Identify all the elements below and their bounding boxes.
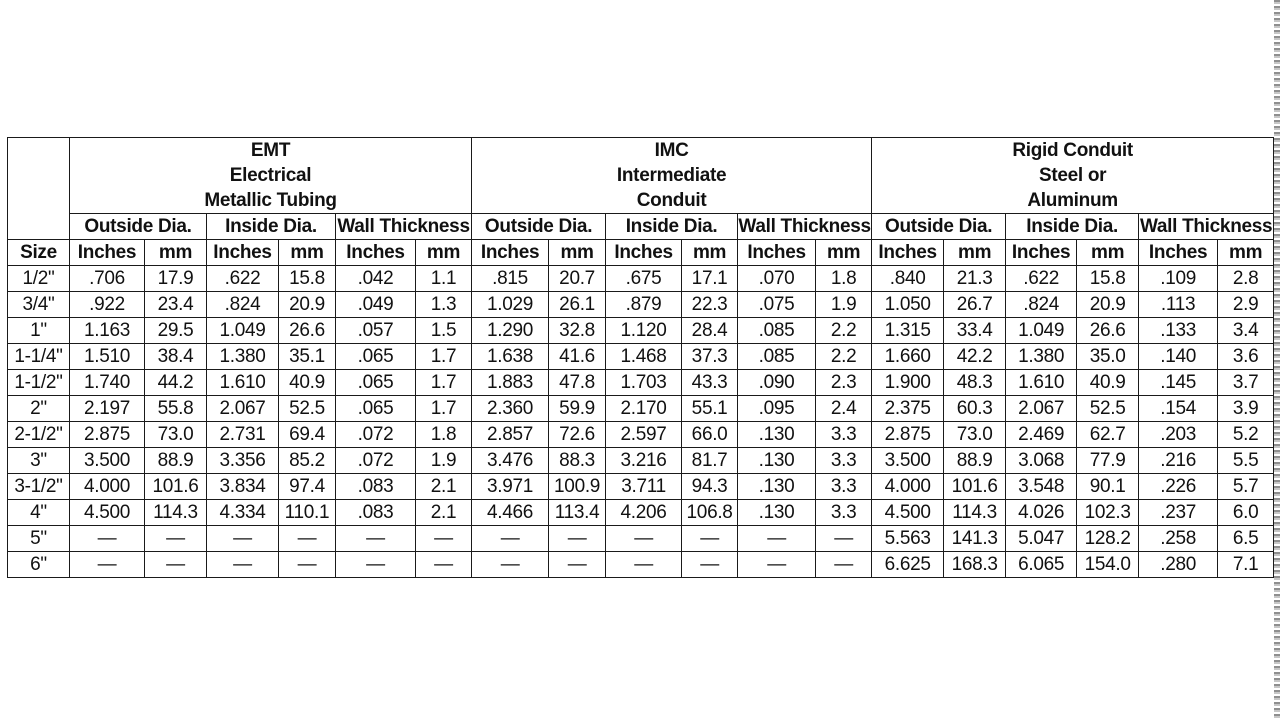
value-cell: .879 [606, 292, 682, 318]
value-cell: 15.8 [279, 266, 336, 292]
value-cell: 1.610 [1006, 370, 1077, 396]
value-cell: 77.9 [1077, 448, 1139, 474]
value-cell: 1.380 [207, 344, 279, 370]
value-cell: 1.9 [416, 448, 472, 474]
table-row [8, 266, 1274, 292]
value-cell: .226 [1139, 474, 1218, 500]
value-cell: .824 [1006, 292, 1077, 318]
size-cell: 1" [8, 318, 70, 344]
subheader-cell: Inside Dia. [606, 214, 738, 240]
value-cell: 6.0 [1218, 500, 1274, 526]
value-cell: 1.049 [207, 318, 279, 344]
subheader-cell: Inside Dia. [1006, 214, 1139, 240]
value-cell: 1.3 [416, 292, 472, 318]
size-cell: 6" [8, 552, 70, 578]
value-cell: 1.380 [1006, 344, 1077, 370]
group-line: IMC [654, 140, 689, 161]
group-line: Aluminum [1027, 190, 1118, 211]
value-cell: 28.4 [682, 318, 738, 344]
value-cell: 1.8 [416, 422, 472, 448]
value-cell: 141.3 [944, 526, 1006, 552]
value-cell: 85.2 [279, 448, 336, 474]
value-cell: 2.731 [207, 422, 279, 448]
value-cell: 3.3 [816, 422, 872, 448]
value-cell: 15.8 [1077, 266, 1139, 292]
value-cell: 40.9 [279, 370, 336, 396]
value-cell: 23.4 [145, 292, 207, 318]
value-cell: .095 [738, 396, 816, 422]
value-cell: .109 [1139, 266, 1218, 292]
value-cell: .675 [606, 266, 682, 292]
value-cell: 2.857 [472, 422, 549, 448]
value-cell: 3.7 [1218, 370, 1274, 396]
value-cell: .070 [738, 266, 816, 292]
unit-inches-header: Inches [606, 240, 682, 266]
value-cell: 22.3 [682, 292, 738, 318]
value-cell: — [416, 526, 472, 552]
value-cell: — [70, 526, 145, 552]
value-cell: .130 [738, 500, 816, 526]
value-cell: 55.8 [145, 396, 207, 422]
value-cell: 5.563 [872, 526, 944, 552]
value-cell: 20.9 [279, 292, 336, 318]
value-cell: 3.216 [606, 448, 682, 474]
table-row [8, 526, 1274, 552]
group-header-row [8, 138, 1274, 214]
value-cell: 3.548 [1006, 474, 1077, 500]
value-cell: 52.5 [279, 396, 336, 422]
subheader-cell: Outside Dia. [472, 214, 606, 240]
value-cell: .133 [1139, 318, 1218, 344]
value-cell: 1.610 [207, 370, 279, 396]
value-cell: 1.7 [416, 370, 472, 396]
group-line: Conduit [636, 190, 707, 211]
value-cell: 26.6 [1077, 318, 1139, 344]
value-cell: 1.900 [872, 370, 944, 396]
value-cell: 20.9 [1077, 292, 1139, 318]
group-line: Intermediate [616, 165, 727, 186]
unit-inches-header: Inches [738, 240, 816, 266]
value-cell: 20.7 [549, 266, 606, 292]
value-cell: 3.971 [472, 474, 549, 500]
value-cell: 114.3 [145, 500, 207, 526]
value-cell: 3.500 [872, 448, 944, 474]
value-cell: .706 [70, 266, 145, 292]
conduit-dimensions-table [7, 137, 1274, 578]
value-cell: .280 [1139, 552, 1218, 578]
size-cell: 5" [8, 526, 70, 552]
value-cell: 3.834 [207, 474, 279, 500]
value-cell: 2.3 [816, 370, 872, 396]
value-cell: 3.476 [472, 448, 549, 474]
value-cell: 4.026 [1006, 500, 1077, 526]
unit-inches-header: Inches [70, 240, 145, 266]
value-cell: 110.1 [279, 500, 336, 526]
value-cell: 2.4 [816, 396, 872, 422]
unit-inches-header: Inches [207, 240, 279, 266]
value-cell: — [207, 526, 279, 552]
value-cell: 106.8 [682, 500, 738, 526]
value-cell: 1.120 [606, 318, 682, 344]
value-cell: .065 [336, 396, 416, 422]
value-cell: .065 [336, 370, 416, 396]
value-cell: 69.4 [279, 422, 336, 448]
subheader-cell: Inside Dia. [207, 214, 336, 240]
value-cell: — [279, 552, 336, 578]
value-cell: 88.9 [145, 448, 207, 474]
value-cell: 168.3 [944, 552, 1006, 578]
value-cell: .113 [1139, 292, 1218, 318]
value-cell: 4.500 [872, 500, 944, 526]
value-cell: — [738, 526, 816, 552]
value-cell: 88.9 [944, 448, 1006, 474]
value-cell: .258 [1139, 526, 1218, 552]
value-cell: 94.3 [682, 474, 738, 500]
value-cell: 72.6 [549, 422, 606, 448]
unit-mm-header: mm [944, 240, 1006, 266]
unit-mm-header: mm [1077, 240, 1139, 266]
value-cell: 1.638 [472, 344, 549, 370]
value-cell: 81.7 [682, 448, 738, 474]
value-cell: 2.875 [70, 422, 145, 448]
value-cell: 1.703 [606, 370, 682, 396]
value-cell: .237 [1139, 500, 1218, 526]
value-cell: 26.6 [279, 318, 336, 344]
value-cell: .090 [738, 370, 816, 396]
group-header-emt [70, 138, 472, 214]
value-cell: .130 [738, 448, 816, 474]
table-body [8, 266, 1274, 578]
table-row [8, 370, 1274, 396]
value-cell: 43.3 [682, 370, 738, 396]
value-cell: .622 [1006, 266, 1077, 292]
unit-mm-header: mm [549, 240, 606, 266]
group-line: Electrical [229, 165, 312, 186]
value-cell: .824 [207, 292, 279, 318]
value-cell: 42.2 [944, 344, 1006, 370]
group-line: Metallic Tubing [204, 190, 337, 211]
unit-mm-header: mm [279, 240, 336, 266]
subheader-row [8, 214, 1274, 240]
value-cell: 4.500 [70, 500, 145, 526]
value-cell: 4.206 [606, 500, 682, 526]
value-cell: .065 [336, 344, 416, 370]
value-cell: 59.9 [549, 396, 606, 422]
unit-mm-header: mm [416, 240, 472, 266]
table-row [8, 448, 1274, 474]
value-cell: 6.065 [1006, 552, 1077, 578]
value-cell: 3.9 [1218, 396, 1274, 422]
value-cell: 5.7 [1218, 474, 1274, 500]
value-cell: .145 [1139, 370, 1218, 396]
value-cell: .203 [1139, 422, 1218, 448]
value-cell: .049 [336, 292, 416, 318]
value-cell: — [145, 526, 207, 552]
value-cell: 3.3 [816, 474, 872, 500]
value-cell: .083 [336, 500, 416, 526]
value-cell: 7.1 [1218, 552, 1274, 578]
value-cell: 2.067 [207, 396, 279, 422]
value-cell: .922 [70, 292, 145, 318]
value-cell: 2.2 [816, 344, 872, 370]
size-cell: 2-1/2" [8, 422, 70, 448]
table-row [8, 396, 1274, 422]
size-cell: 3-1/2" [8, 474, 70, 500]
value-cell: 2.875 [872, 422, 944, 448]
value-cell: — [549, 552, 606, 578]
value-cell: 1.029 [472, 292, 549, 318]
size-cell: 2" [8, 396, 70, 422]
value-cell: .075 [738, 292, 816, 318]
value-cell: 1.163 [70, 318, 145, 344]
value-cell: 44.2 [145, 370, 207, 396]
value-cell: 66.0 [682, 422, 738, 448]
unit-inches-header: Inches [1139, 240, 1218, 266]
value-cell: 17.1 [682, 266, 738, 292]
value-cell: 2.8 [1218, 266, 1274, 292]
value-cell: 3.500 [70, 448, 145, 474]
value-cell: .154 [1139, 396, 1218, 422]
size-cell: 3/4" [8, 292, 70, 318]
value-cell: 1.315 [872, 318, 944, 344]
subheader-cell: Wall Thickness [1139, 214, 1274, 240]
value-cell: 1.510 [70, 344, 145, 370]
table-row [8, 292, 1274, 318]
subheader-cell: Wall Thickness [738, 214, 872, 240]
value-cell: 2.9 [1218, 292, 1274, 318]
value-cell: 102.3 [1077, 500, 1139, 526]
value-cell: 2.1 [416, 500, 472, 526]
value-cell: 5.5 [1218, 448, 1274, 474]
value-cell: 47.8 [549, 370, 606, 396]
unit-header-row [8, 240, 1274, 266]
table-row [8, 552, 1274, 578]
value-cell: 1.7 [416, 344, 472, 370]
value-cell: 1.1 [416, 266, 472, 292]
unit-mm-header: mm [682, 240, 738, 266]
unit-mm-header: mm [1218, 240, 1274, 266]
value-cell: 73.0 [145, 422, 207, 448]
unit-inches-header: Inches [872, 240, 944, 266]
value-cell: .216 [1139, 448, 1218, 474]
subheader-cell: Wall Thickness [336, 214, 472, 240]
value-cell: 29.5 [145, 318, 207, 344]
value-cell: 60.3 [944, 396, 1006, 422]
value-cell: 37.3 [682, 344, 738, 370]
subheader-cell: Outside Dia. [70, 214, 207, 240]
value-cell: 2.469 [1006, 422, 1077, 448]
value-cell: 5.2 [1218, 422, 1274, 448]
size-cell: 1-1/2" [8, 370, 70, 396]
value-cell: — [279, 526, 336, 552]
value-cell: 1.660 [872, 344, 944, 370]
value-cell: 40.9 [1077, 370, 1139, 396]
value-cell: .057 [336, 318, 416, 344]
value-cell: — [682, 526, 738, 552]
value-cell: 4.000 [872, 474, 944, 500]
value-cell: 2.1 [416, 474, 472, 500]
group-line: Rigid Conduit [1012, 140, 1133, 161]
value-cell: 3.4 [1218, 318, 1274, 344]
unit-inches-header: Inches [472, 240, 549, 266]
table-row [8, 422, 1274, 448]
value-cell: — [816, 552, 872, 578]
value-cell: 73.0 [944, 422, 1006, 448]
value-cell: 1.740 [70, 370, 145, 396]
value-cell: .130 [738, 474, 816, 500]
value-cell: 101.6 [145, 474, 207, 500]
value-cell: .815 [472, 266, 549, 292]
value-cell: .085 [738, 344, 816, 370]
value-cell: — [70, 552, 145, 578]
size-cell: 1-1/4" [8, 344, 70, 370]
unit-inches-header: Inches [1006, 240, 1077, 266]
value-cell: 1.883 [472, 370, 549, 396]
value-cell: .840 [872, 266, 944, 292]
value-cell: 2.360 [472, 396, 549, 422]
value-cell: 3.356 [207, 448, 279, 474]
value-cell: 3.711 [606, 474, 682, 500]
value-cell: 4.466 [472, 500, 549, 526]
value-cell: 1.468 [606, 344, 682, 370]
value-cell: 3.3 [816, 448, 872, 474]
value-cell: 1.290 [472, 318, 549, 344]
value-cell: — [472, 552, 549, 578]
value-cell: 6.625 [872, 552, 944, 578]
value-cell: 3.6 [1218, 344, 1274, 370]
value-cell: 1.7 [416, 396, 472, 422]
value-cell: — [336, 552, 416, 578]
value-cell: — [472, 526, 549, 552]
value-cell: 2.197 [70, 396, 145, 422]
value-cell: 5.047 [1006, 526, 1077, 552]
conduit-dimensions-table-container [7, 137, 1273, 578]
group-line: Steel or [1038, 165, 1107, 186]
value-cell: 1.050 [872, 292, 944, 318]
value-cell: 33.4 [944, 318, 1006, 344]
group-header-imc [472, 138, 872, 214]
value-cell: 128.2 [1077, 526, 1139, 552]
value-cell: .085 [738, 318, 816, 344]
value-cell: 1.049 [1006, 318, 1077, 344]
value-cell: 114.3 [944, 500, 1006, 526]
value-cell: 35.0 [1077, 344, 1139, 370]
corner-cell [8, 138, 70, 240]
value-cell: — [416, 552, 472, 578]
value-cell: 41.6 [549, 344, 606, 370]
value-cell: 21.3 [944, 266, 1006, 292]
unit-mm-header: mm [816, 240, 872, 266]
value-cell: 2.2 [816, 318, 872, 344]
size-header: Size [8, 240, 70, 266]
group-line: EMT [250, 140, 291, 161]
value-cell: 1.8 [816, 266, 872, 292]
value-cell: 113.4 [549, 500, 606, 526]
value-cell: 2.375 [872, 396, 944, 422]
value-cell: 35.1 [279, 344, 336, 370]
table-row [8, 500, 1274, 526]
scan-edge-artifact [1274, 0, 1280, 720]
group-header-rigid [872, 138, 1274, 214]
value-cell: — [606, 552, 682, 578]
value-cell: 1.5 [416, 318, 472, 344]
value-cell: .072 [336, 448, 416, 474]
value-cell: 90.1 [1077, 474, 1139, 500]
value-cell: 2.597 [606, 422, 682, 448]
value-cell: 32.8 [549, 318, 606, 344]
value-cell: 4.334 [207, 500, 279, 526]
value-cell: 2.170 [606, 396, 682, 422]
size-cell: 1/2" [8, 266, 70, 292]
value-cell: 1.9 [816, 292, 872, 318]
value-cell: — [606, 526, 682, 552]
value-cell: 101.6 [944, 474, 1006, 500]
value-cell: 97.4 [279, 474, 336, 500]
value-cell: — [738, 552, 816, 578]
value-cell: — [336, 526, 416, 552]
value-cell: — [816, 526, 872, 552]
table-row [8, 318, 1274, 344]
value-cell: 55.1 [682, 396, 738, 422]
value-cell: 2.067 [1006, 396, 1077, 422]
value-cell: — [549, 526, 606, 552]
value-cell: .130 [738, 422, 816, 448]
table-row [8, 344, 1274, 370]
value-cell: 26.1 [549, 292, 606, 318]
value-cell: 26.7 [944, 292, 1006, 318]
value-cell: 100.9 [549, 474, 606, 500]
size-cell: 3" [8, 448, 70, 474]
value-cell: 48.3 [944, 370, 1006, 396]
value-cell: .072 [336, 422, 416, 448]
unit-mm-header: mm [145, 240, 207, 266]
value-cell: 52.5 [1077, 396, 1139, 422]
value-cell: 3.3 [816, 500, 872, 526]
value-cell: .622 [207, 266, 279, 292]
value-cell: 6.5 [1218, 526, 1274, 552]
value-cell: — [682, 552, 738, 578]
value-cell: 3.068 [1006, 448, 1077, 474]
value-cell: 88.3 [549, 448, 606, 474]
value-cell: — [207, 552, 279, 578]
value-cell: .042 [336, 266, 416, 292]
value-cell: 62.7 [1077, 422, 1139, 448]
value-cell: — [145, 552, 207, 578]
value-cell: 154.0 [1077, 552, 1139, 578]
value-cell: 17.9 [145, 266, 207, 292]
table-row [8, 474, 1274, 500]
value-cell: 4.000 [70, 474, 145, 500]
subheader-cell: Outside Dia. [872, 214, 1006, 240]
size-cell: 4" [8, 500, 70, 526]
value-cell: 38.4 [145, 344, 207, 370]
unit-inches-header: Inches [336, 240, 416, 266]
value-cell: .083 [336, 474, 416, 500]
value-cell: .140 [1139, 344, 1218, 370]
